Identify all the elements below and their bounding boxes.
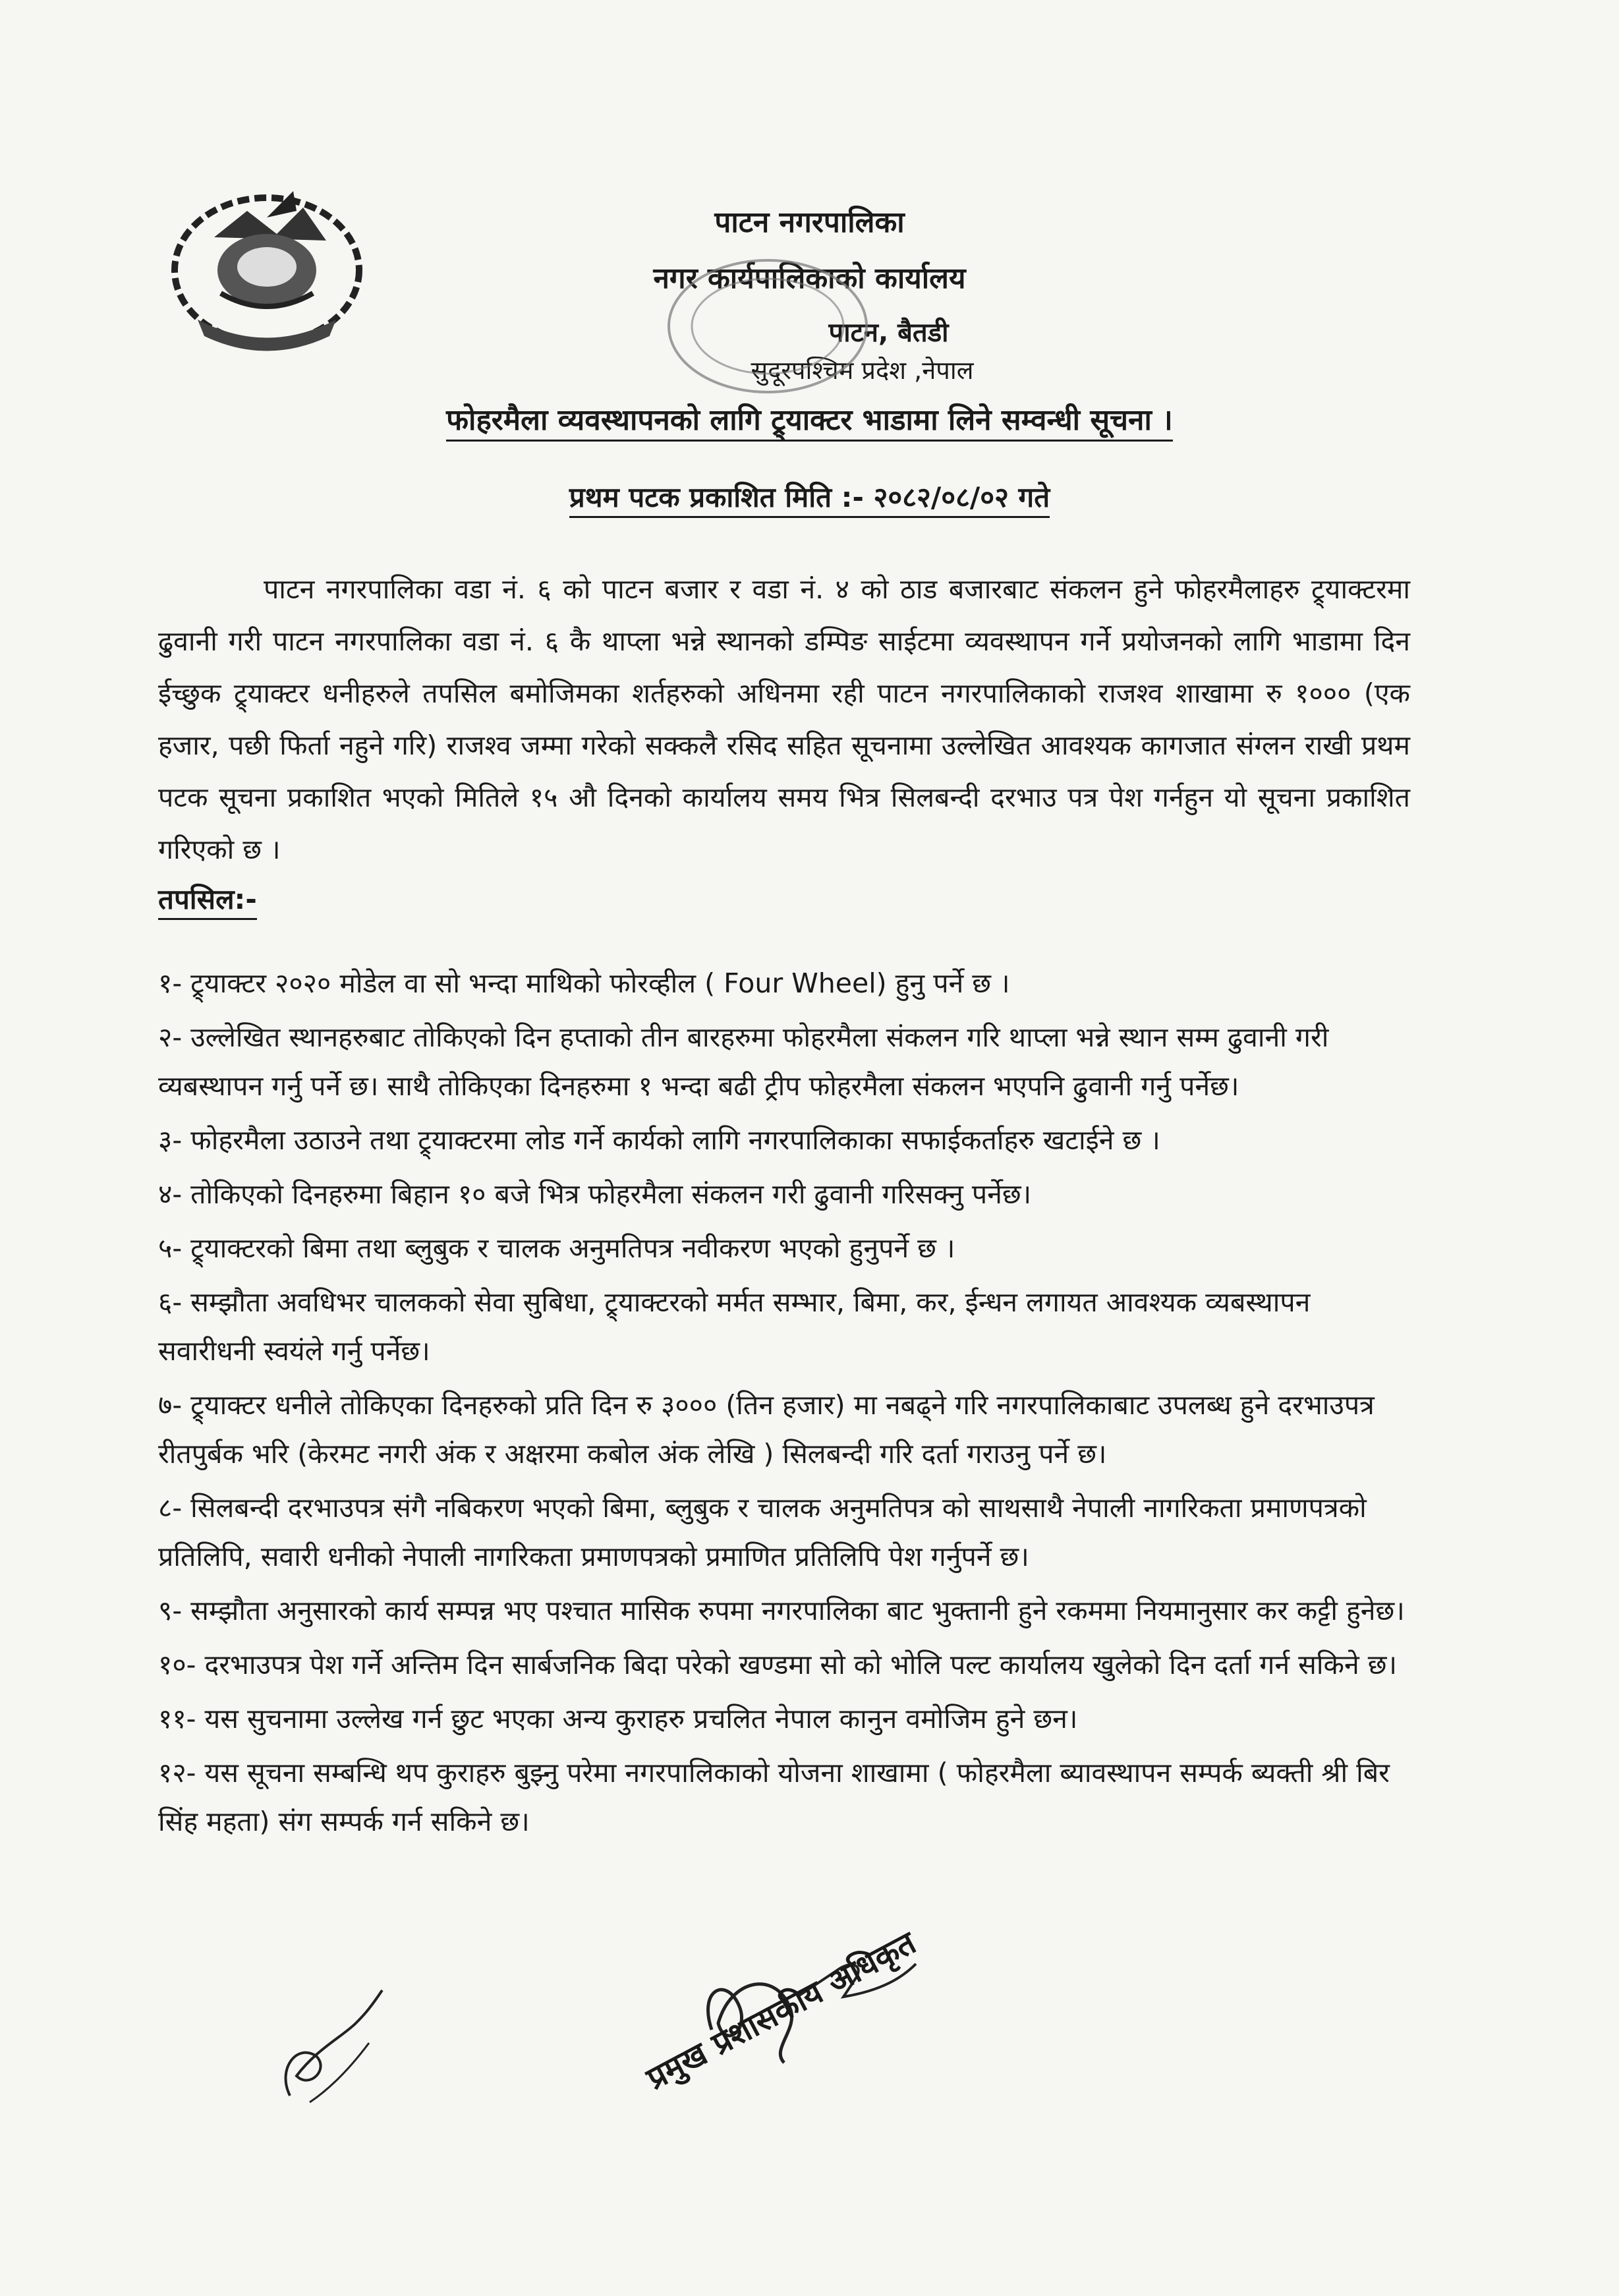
publish-date (0, 478, 1619, 515)
publish-date-text: प्रथम पटक प्रकाशित मिति :- २०८२/०८/०२ गते (569, 481, 1050, 518)
condition-item: ९- सम्झौता अनुसारको कार्य सम्पन्न भए पश्चात मासिक रुपमा नगरपालिका बाट भुक्तानी हुने रकममा नियमानुसार कर कट्टी हुनेछ। (158, 1595, 1405, 1626)
office-location: पाटन, बैतडी (828, 318, 949, 348)
condition-item: ३- फोहरमैला उठाउने तथा ट्र्याक्टरमा लोड गर्ने कार्यको लागि नगरपालिकाका सफाईकर्ताहरु खटाईने छ । (158, 1124, 1160, 1156)
body-paragraph: पाटन नगरपालिका वडा नं. ६ को पाटन बजार र वडा नं. ४ को ठाड बजारबाट संकलन हुने फोहरमैलाहरु ट्र्याक्टरमा ढुवानी गरी पाटन नगरपालिका वडा नं. ६ कै थाप्ला भन्ने स्थानको डम्पिङ साईटमा व्यवस्थापन गर्ने प्रयोजनको लागि भाडामा दिन ईच्छुक ट्र्याक्टर धनीहरुले तपसिल बमोजिमका शर्तहरुको अधिनमा रही पाटन नगरपालिकाको राजश्व शाखामा रु १००० (एक हजार, पछी फिर्ता नहुने गरि) राजश्व जम्मा गरेको सक्कलै रसिद सहित सूचनामा उल्लेखित आवश्यक कागजात संग्लन राखी प्रथम पटक सूचना प्रकाशित भएको मितिले १५ औ दिनको कार्यालय समय भित्र सिलबन्दी दरभाउ पत्र पेश गर्नहुन यो सूचना प्रकाशित गरिएको छ । (158, 573, 1410, 865)
details-heading-text: तपसिल:- (158, 883, 257, 920)
condition-item: ४- तोकिएको दिनहरुमा बिहान १० बजे भित्र फोहरमैला संकलन गरी ढुवानी गरिसक्नु पर्नेछ। (158, 1178, 1032, 1210)
condition-item: ५- ट्र्याक्टरको बिमा तथा ब्लुबुक र चालक अनुमतिपत्र नवीकरण भएको हुनुपर्ने छ । (158, 1232, 955, 1264)
signature-left (270, 1970, 395, 2115)
signature-title: प्रमुख प्रशासकीय अधिकृत (640, 1924, 923, 2098)
condition-item: ८- सिलबन्दी दरभाउपत्र संगै नबिकरण भएको बिमा, ब्लुबुक र चालक अनुमतिपत्र को साथसाथै नेपाली नागरिकता प्रमाणपत्रको प्रतिलिपि, सवारी धनीको नेपाली नागरिकता प्रमाणपत्रको प्रमाणित प्रतिलिपि पेश गर्नुपर्ने छ। (158, 1492, 1367, 1572)
condition-item: १- ट्र्याक्टर २०२० मोडेल वा सो भन्दा माथिको फोरव्हील ( Four Wheel) हुनु पर्ने छ । (158, 967, 1010, 999)
office-name: नगर कार्यपालिकाको कार्यालय (653, 262, 966, 295)
condition-item: ११- यस सुचनामा उल्लेख गर्न छुट भएका अन्य कुराहरु प्रचलित नेपाल कानुन वमोजिम हुने छन। (158, 1703, 1078, 1735)
condition-item: १०- दरभाउपत्र पेश गर्ने अन्तिम दिन सार्बजनिक बिदा परेको खण्डमा सो को भोलि पल्ट कार्यालय खुलेको दिन दर्ता गर्न सकिने छ। (158, 1649, 1398, 1680)
province-line: सुदूरपश्चिम प्रदेश ,नेपाल (751, 356, 974, 385)
conditions-list (158, 959, 1410, 1851)
condition-item: ७- ट्र्याक्टर धनीले तोकिएका दिनहरुको प्रति दिन रु ३००० (तिन हजार) मा नबढ्ने गरि नगरपालिकाबाट उपलब्ध हुने दरभाउपत्र रीतपुर्बक भरि (केरमट नगरी अंक र अक्षरमा कबोल अंक लेखि ) सिलबन्दी गरि दर्ता गराउनु पर्ने छ। (158, 1389, 1375, 1470)
condition-item: १२- यस सूचना सम्बन्धि थप कुराहरु बुझ्नु परेमा नगरपालिकाको योजना शाखामा ( फोहरमैला ब्यावस्थापन सम्पर्क ब्यक्ती श्री बिर सिंह महता) संग सम्पर्क गर्न सकिने छ। (158, 1757, 1390, 1837)
municipality-name: पाटन नगरपालिका (714, 206, 905, 239)
condition-item: ६- सम्झौता अवधिभर चालकको सेवा सुबिधा, ट्र्याक्टरको मर्मत सम्भार, बिमा, कर, ईन्धन लगायत आवश्यक व्यबस्थापन सवारीधनी स्वयंले गर्नु पर्नेछ। (158, 1286, 1311, 1367)
details-heading (158, 880, 257, 917)
notice-title-text: फोहरमैला व्यवस्थापनको लागि ट्र्याक्टर भाडामा लिने सम्वन्धी सूचना । (446, 403, 1173, 442)
notice-title (0, 399, 1619, 438)
office-seal-icon (659, 250, 876, 402)
condition-item: २- उल्लेखित स्थानहरुबाट तोकिएको दिन हप्ताको तीन बारहरुमा फोहरमैला संकलन गरि थाप्ला भन्ने स्थान सम्म ढुवानी गरी व्यबस्थापन गर्नु पर्ने छ। साथै तोकिएका दिनहरुमा १ भन्दा बढी ट्रीप फोहरमैला संकलन भएपनि ढुवानी गर्नु पर्नेछ। (158, 1021, 1329, 1102)
